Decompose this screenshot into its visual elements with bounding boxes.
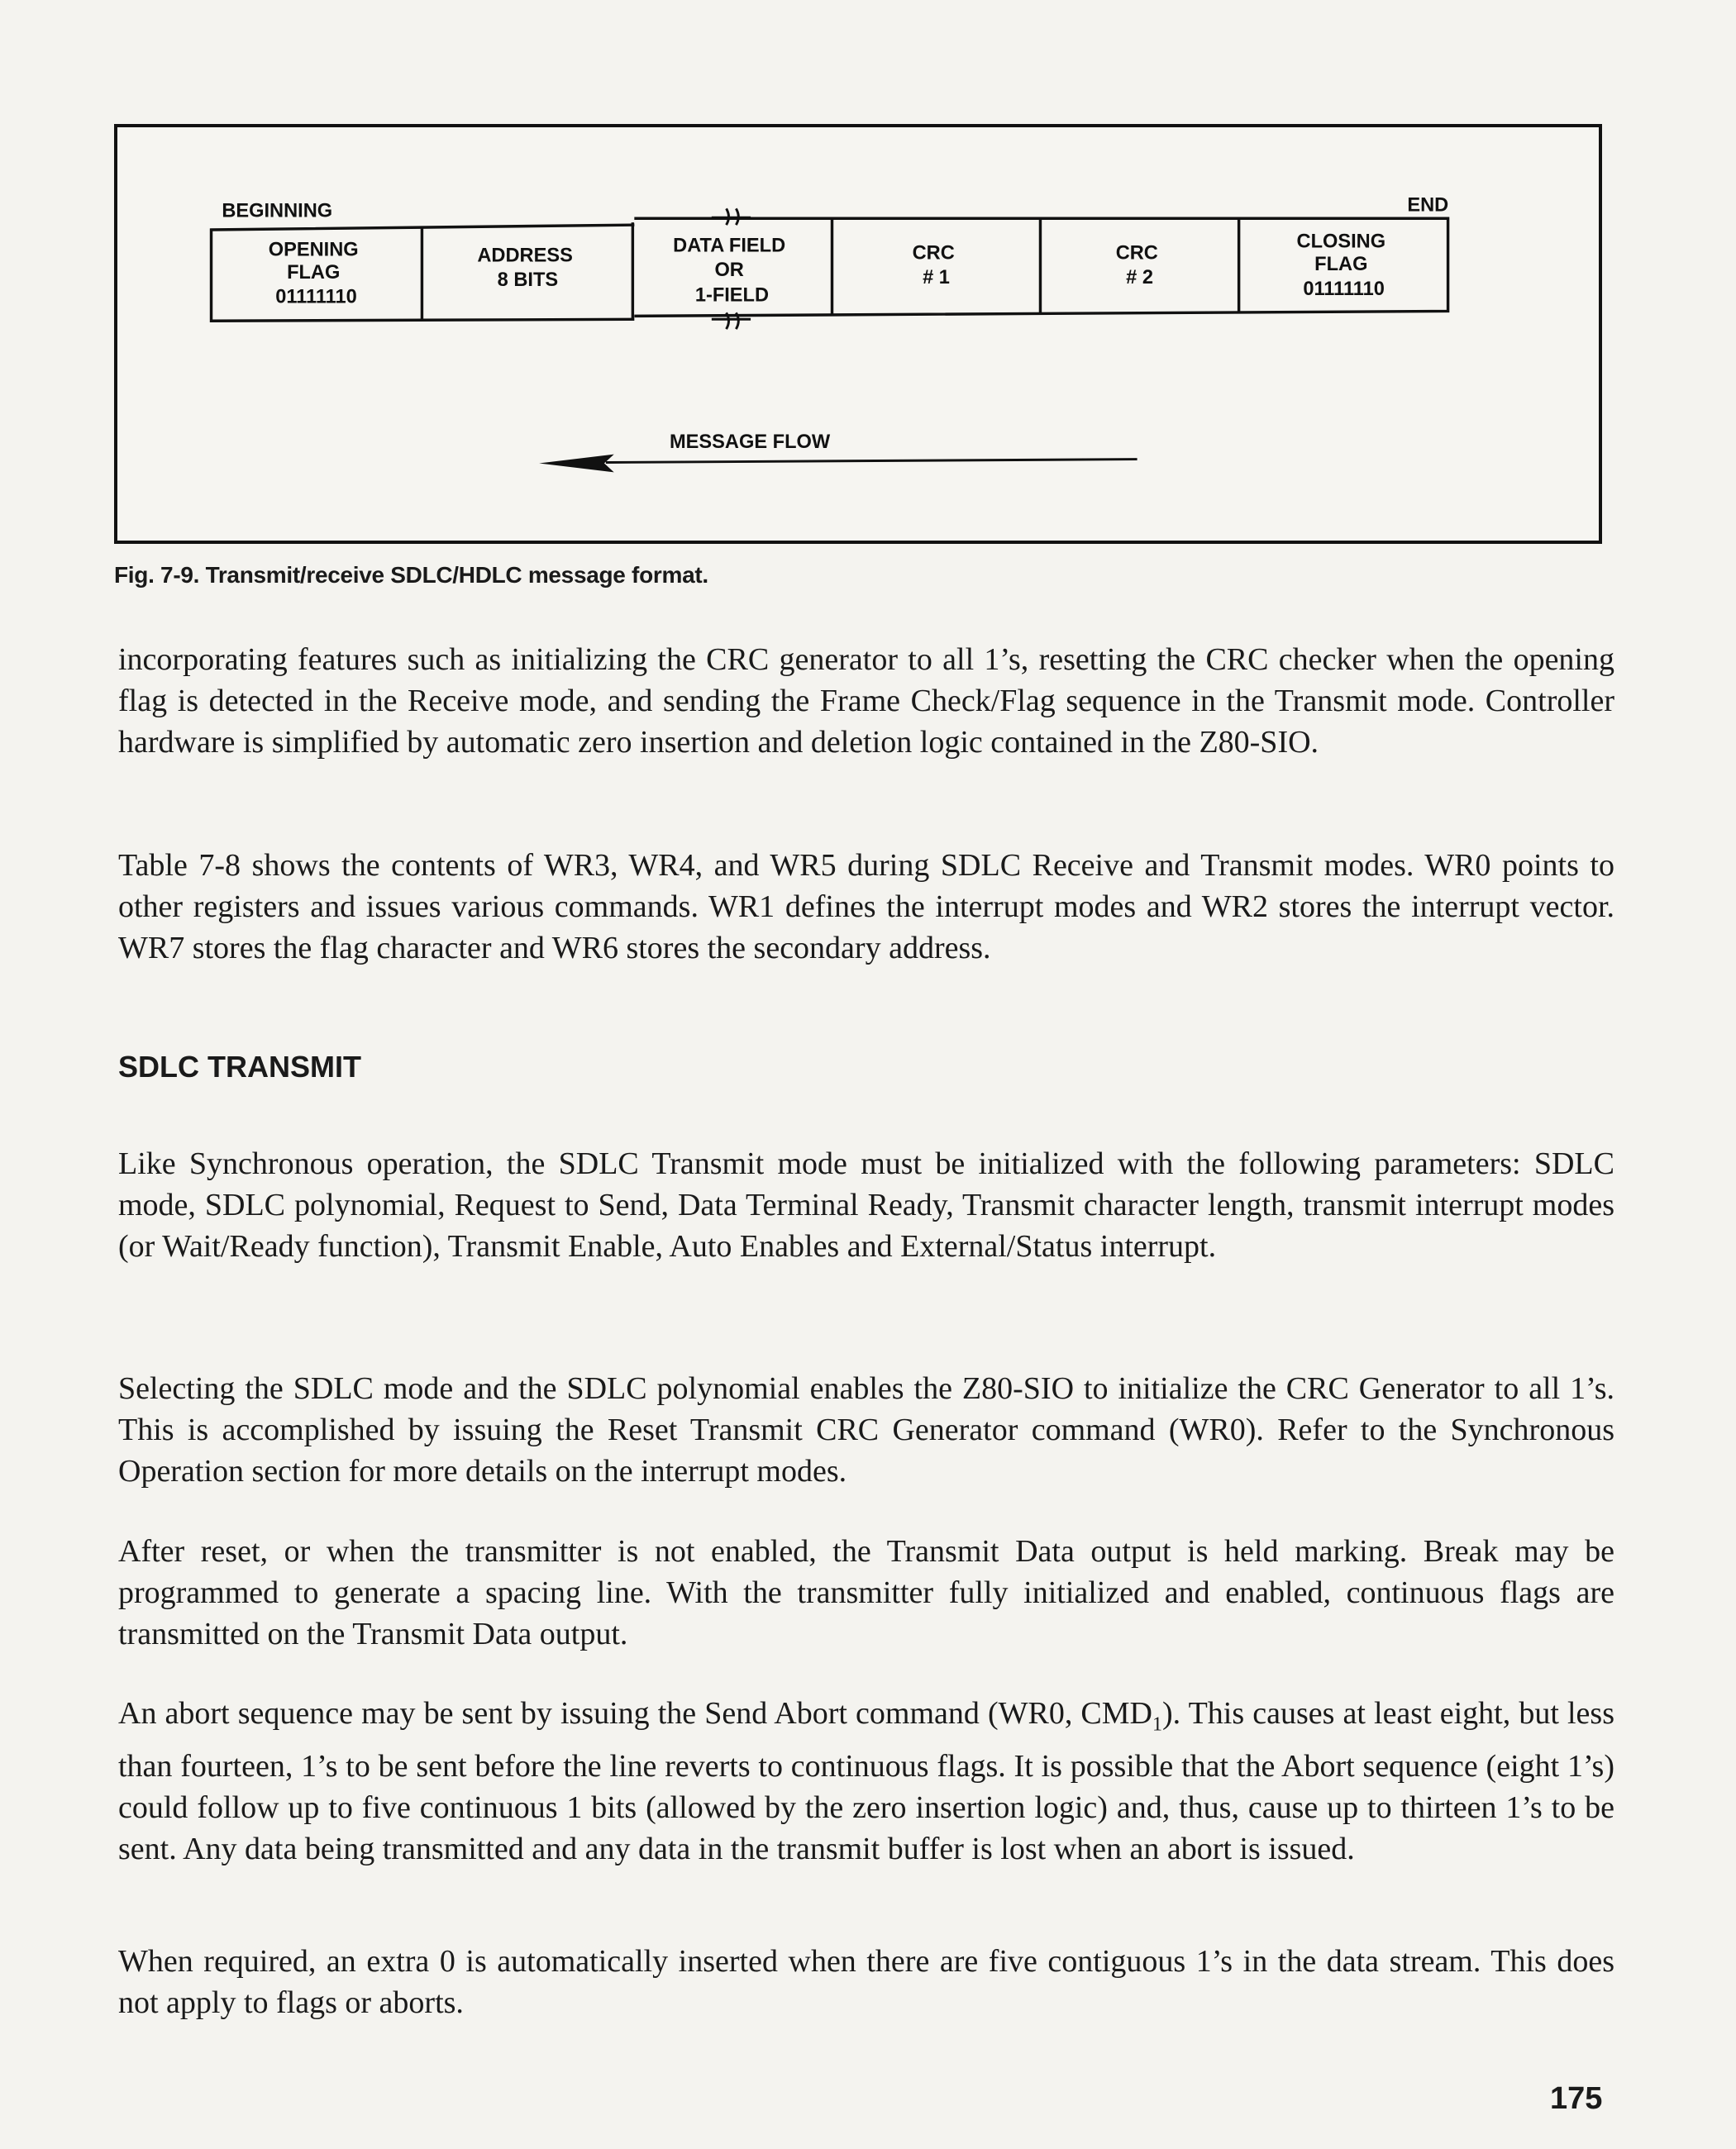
paragraph-6-part-a: An abort sequence may be sent by issuing the Send Abort command (WR0, CMD — [118, 1696, 1152, 1731]
field-crc-1: CRC # 1 — [912, 242, 955, 288]
section-heading: SDLC TRANSMIT — [118, 1050, 361, 1084]
paragraph-4: Selecting the SDLC mode and the SDLC polynomial enables the Z80-SIO to initialize the CRC Generator to all 1’s. This is accomplished by issuing the Reset Transmit CRC Generator command (WR0). Refer to the Synchronous Operation section for more details on the interrupt modes. — [118, 1371, 1614, 1489]
end-label: END — [1407, 194, 1449, 217]
figure-caption: Fig. 7-9. Transmit/receive SDLC/HDLC message format. — [114, 562, 708, 588]
field-opening-flag: OPENING FLAG 01111110 — [268, 239, 359, 308]
paragraph-2: Table 7-8 shows the contents of WR3, WR4, and WR5 during SDLC Receive and Transmit modes. WR0 points to other registers and issues various commands. WR1 defines the interrupt modes and WR2 stores the interrupt vector. WR7 stores the flag character and WR6 stores the secondary address. — [118, 848, 1614, 965]
sdlc-frame-diagram — [117, 127, 1599, 541]
message-flow-arrow — [539, 455, 1137, 473]
field-crc-2: CRC # 2 — [1115, 242, 1158, 288]
field-closing-flag: CLOSING FLAG 01111110 — [1296, 231, 1386, 300]
paragraph-5: After reset, or when the transmitter is not enabled, the Transmit Data output is held marking. Break may be programmed to generate a spacing line. With the transmitter fully initialized and enabled, continuous flags are transmitted on the Transmit Data output. — [118, 1534, 1614, 1651]
message-flow-label: MESSAGE FLOW — [670, 431, 831, 453]
paragraph-7: When required, an extra 0 is automatically inserted when there are five contiguous 1’s in the data stream. This does not apply to flags or aborts. — [118, 1944, 1614, 2020]
field-address: ADDRESS 8 BITS — [477, 245, 573, 291]
figure-box — [114, 124, 1602, 544]
paragraph-1: incorporating features such as initializing the CRC generator to all 1’s, resetting the CRC checker when the opening flag is detected in the Receive mode, and sending the Frame Check/Flag sequence in the Transmit mode. Controller hardware is simplified by automatic zero insertion and deletion logic contained in the Z80-SIO. — [118, 642, 1614, 760]
break-mark-top — [712, 208, 751, 225]
paragraph-6 — [118, 1693, 1614, 1870]
frame-outline — [212, 218, 1448, 321]
paragraph-3: Like Synchronous operation, the SDLC Transmit mode must be initialized with the following parameters: SDLC mode, SDLC polynomial, Request to Send, Data Terminal Ready, Transmit character length, transmit interrupt modes (or Wait/Ready function), Transmit Enable, Auto Enables and External/Status interrupt. — [118, 1146, 1614, 1264]
cmd-subscript: 1 — [1152, 1713, 1162, 1736]
field-data: DATA FIELD OR 1-FIELD — [673, 235, 786, 307]
beginning-label: BEGINNING — [222, 200, 333, 222]
paragraph-6-part-b: ). This causes at least eight, but less than fourteen, 1’s to be sent before the line reverts to continuous flags. It is possible that the Abort sequence (eight 1’s) could follow up to five continuous 1 bits (allowed by the zero insertion logic) and, thus, cause up to thirteen 1’s to be sent. Any data being transmitted and any data in the transmit buffer is lost when an abort is issued. — [118, 1696, 1614, 1866]
page-number: 175 — [1550, 2081, 1603, 2116]
